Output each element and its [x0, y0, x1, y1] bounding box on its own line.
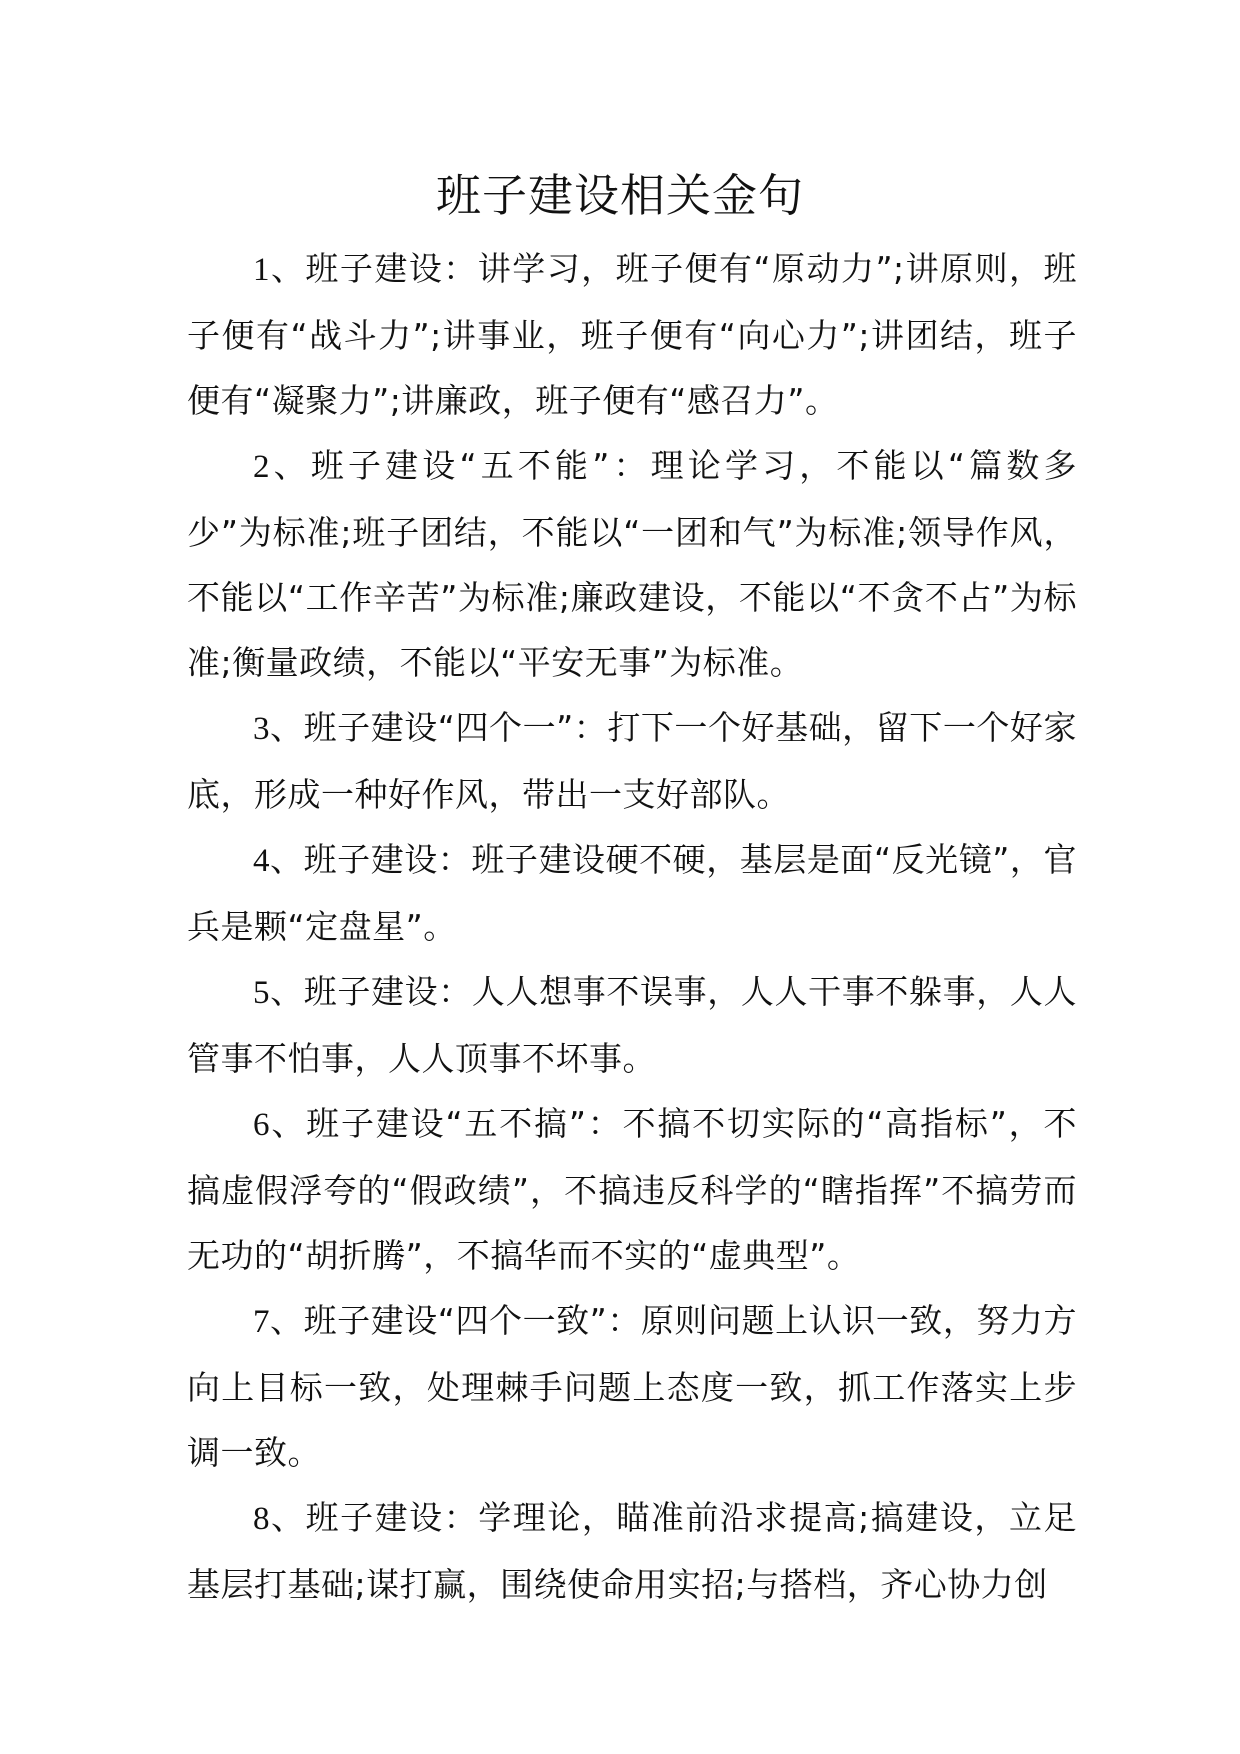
- paragraph-text: 、班子建设“四个一”：打下一个好基础，留下一个好家底，形成一种好作风，带出一支好部队。: [187, 708, 1077, 814]
- paragraph-number: 4: [253, 843, 270, 879]
- paragraph-number: 2: [253, 449, 270, 485]
- paragraph: [187, 236, 1077, 433]
- paragraph-text: 、班子建设：讲学习，班子便有“原动力”;讲原则，班子便有“战斗力”;讲事业，班子便有“向心力”;讲团结，班子便有“凝聚力”;讲廉政，班子便有“感召力”。: [187, 249, 1077, 420]
- paragraph-number: 7: [253, 1304, 270, 1340]
- paragraph-number: 8: [253, 1501, 270, 1537]
- paragraph-text: 、班子建设“五不搞”：不搞不切实际的“高指标”，不搞虚假浮夸的“假政绩”，不搞违反科学的“瞎指挥”不搞劳而无功的“胡折腾”，不搞华而不实的“虚典型”。: [187, 1104, 1077, 1275]
- paragraph-text: 、班子建设“四个一致”：原则问题上认识一致，努力方向上目标一致，处理棘手问题上态度一致，抓工作落实上步调一致。: [187, 1301, 1077, 1472]
- paragraph: [187, 827, 1077, 959]
- paragraph: [187, 695, 1077, 827]
- paragraph-text: 、班子建设：学理论，瞄准前沿求提高;搞建设，立足基层打基础;谋打赢，围绕使命用实招;与搭档，齐心协力创: [187, 1498, 1077, 1604]
- paragraph: [187, 1485, 1077, 1617]
- paragraph: [187, 959, 1077, 1091]
- document-title: 班子建设相关金句: [435, 169, 804, 222]
- paragraph: [187, 433, 1077, 695]
- paragraph-number: 1: [253, 252, 270, 288]
- paragraph-number: 6: [253, 1107, 270, 1143]
- paragraph: [187, 1091, 1077, 1288]
- paragraph: [187, 1288, 1077, 1485]
- document-body: [187, 236, 1077, 1617]
- paragraph-number: 3: [253, 711, 270, 747]
- paragraph-text: 、班子建设：人人想事不误事，人人干事不躲事，人人管事不怕事，人人顶事不坏事。: [187, 972, 1077, 1078]
- paragraph-text: 、班子建设：班子建设硬不硬，基层是面“反光镜”，官兵是颗“定盘星”。: [187, 840, 1077, 946]
- paragraph-number: 5: [253, 975, 270, 1011]
- paragraph-text: 、班子建设“五不能”：理论学习，不能以“篇数多少”为标准;班子团结，不能以“一团和气”为标准;领导作风，不能以“工作辛苦”为标准;廉政建设，不能以“不贪不占”为标准;衡量政绩，不能以“平安无事”为标准。: [187, 446, 1077, 682]
